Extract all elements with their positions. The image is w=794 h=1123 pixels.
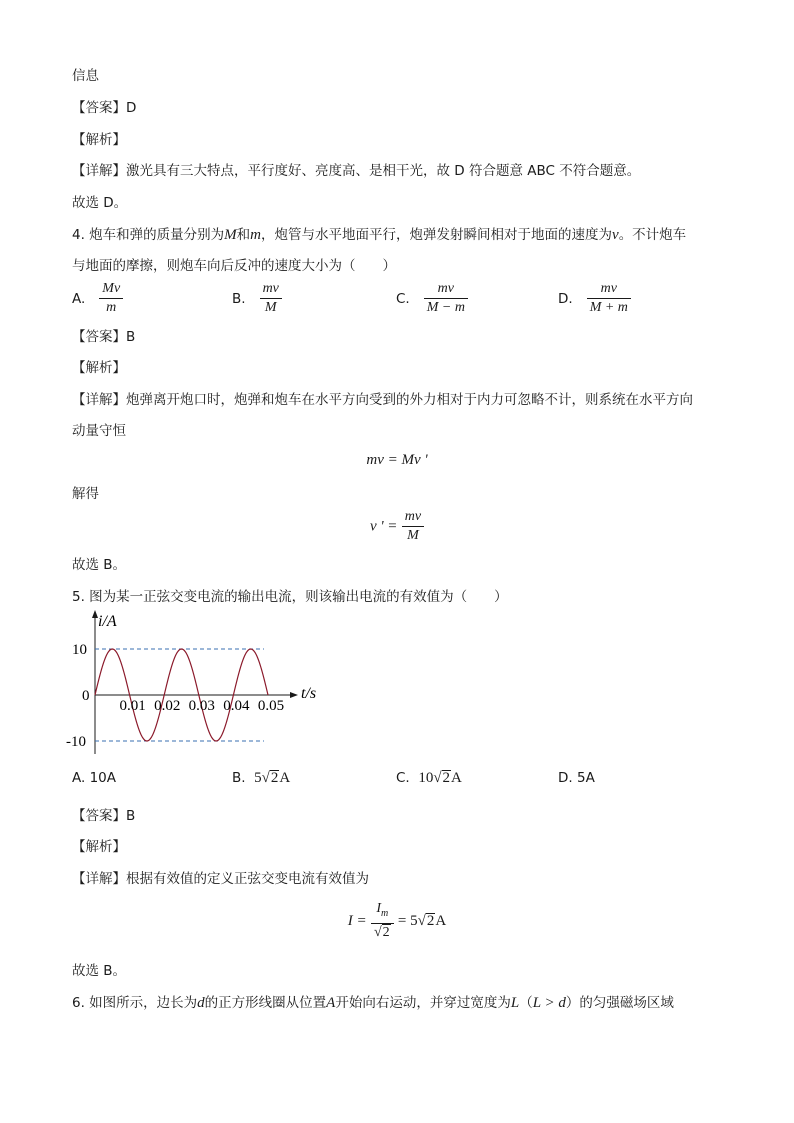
continued-text: 信息 [72,68,99,84]
q4-analysis-label: 【解析】 [72,360,126,376]
q5-answer: 【答案】B [72,808,136,824]
y-tick-label: 0 [82,688,90,704]
q4-equation-2: v ' = $\frac{mv}{M}$ [0,508,794,545]
q5-option-d[interactable]: D. 5A [558,770,595,786]
x-tick-label: 0.03 [188,698,215,714]
x-axis-label: t/s [301,685,317,702]
y-tick-label: 10 [72,642,87,658]
q6-stem: 6. 如图所示，边长为d的正方形线圈从位置A开始向右运动，并穿过宽度为L（L > d）的匀强磁场区域 [72,995,674,1011]
q5-detail: 【详解】根据有效值的定义正弦交变电流有效值为 [72,871,369,887]
answer-label: 【答案】D [72,100,137,116]
q4-solve-label: 解得 [72,486,99,502]
q5-option-a[interactable]: A. 10A [72,770,116,786]
q5-equation: I = $\frac{I_m}{√2}$ = 5√2A [347,901,447,940]
x-tick-label: 0.04 [223,698,250,714]
q4-detail-line1: 【详解】炮弹离开炮口时，炮弹和炮车在水平方向受到的外力相对于内力可忽略不计，则系统在水平方向 [72,392,693,408]
q5-option-b[interactable]: B. 5√2A [232,770,291,786]
q4-option-b[interactable]: B. $\frac{mv}{M}$ [232,280,282,317]
q4-answer: 【答案】B [72,329,136,345]
x-tick-label: 0.02 [154,698,181,714]
x-tick-label: 0.01 [119,698,146,714]
q4-detail-line2: 动量守恒 [72,423,126,439]
conclusion-text: 故选 D。 [72,195,128,211]
q5-option-c[interactable]: C. 10√2A [396,770,462,786]
q5-conclusion: 故选 B。 [72,963,127,979]
q4-option-c[interactable]: C. $\frac{mv}{M - m}$ [396,280,468,317]
y-tick-label: -10 [66,734,86,750]
q4-option-d[interactable]: D. $\frac{mv}{M + m}$ [558,280,631,317]
y-axis-label: i/A [98,613,117,630]
detail-text: 【详解】激光具有三大特点，平行度好、亮度高、是相干光，故 D 符合题意 ABC 不符合题意。 [72,163,641,179]
x-axis-arrow [290,692,298,698]
q4-option-a[interactable]: A. $\frac{Mv}{m}$ [72,280,123,317]
q5-stem: 5. 图为某一正弦交变电流的输出电流，则该输出电流的有效值为（ ） [72,589,508,605]
analysis-label: 【解析】 [72,132,126,148]
x-tick-label: 0.05 [257,698,285,714]
q4-stem-line2: 与地面的摩擦，则炮车向后反冲的速度大小为（ ） [72,258,396,274]
q4-stem-line1: 4. 炮车和弹的质量分别为M和m，炮管与水平地面平行，炮弹发射瞬间相对于地面的速度为v。不计炮车 [72,227,687,243]
q4-equation-1: mv = Mv ' [366,452,428,468]
q5-analysis-label: 【解析】 [72,839,126,855]
q4-conclusion: 故选 B。 [72,557,127,573]
sine-current-chart [64,606,324,756]
